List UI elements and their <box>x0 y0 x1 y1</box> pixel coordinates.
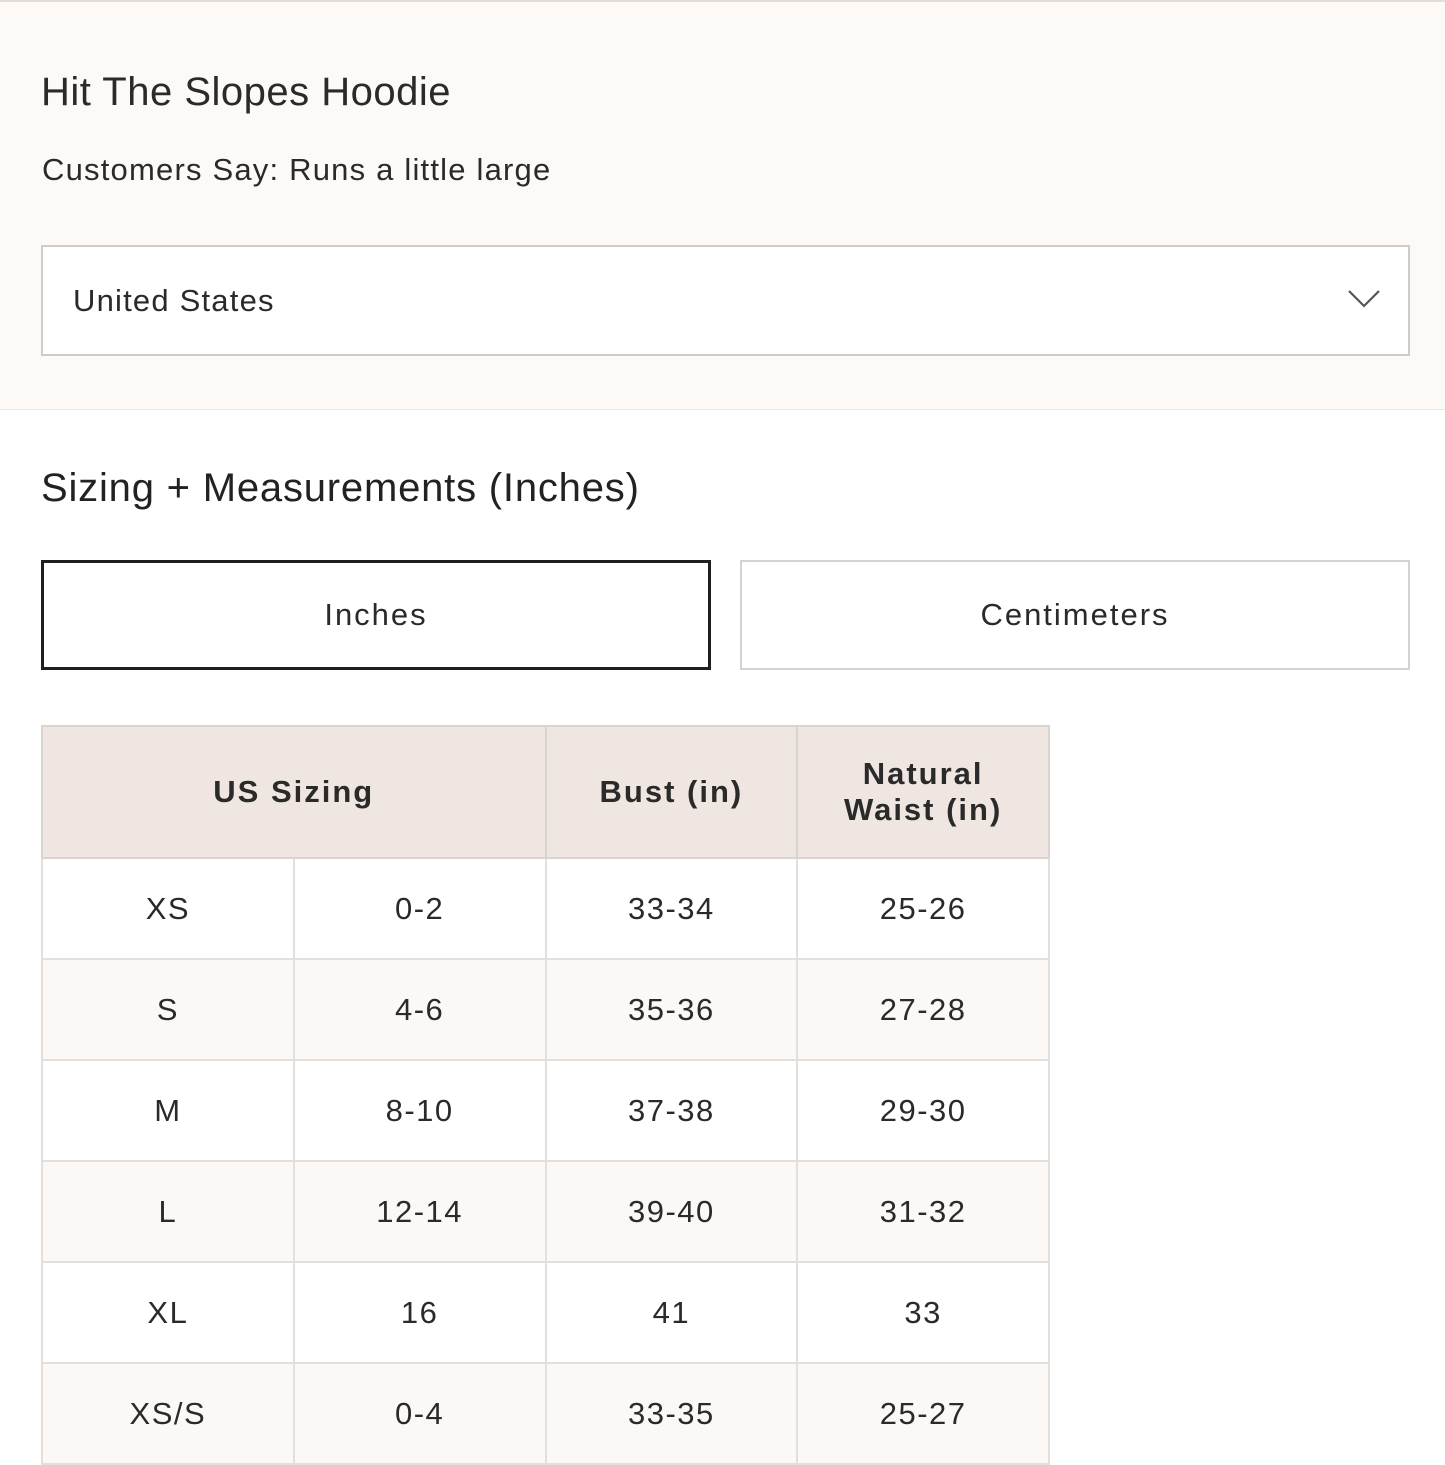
fit-feedback-text: Customers Say: Runs a little large <box>42 152 552 187</box>
chevron-down-icon <box>1346 281 1382 317</box>
cell-waist: 27-28 <box>797 959 1049 1060</box>
cell-waist: 29-30 <box>797 1060 1049 1161</box>
cell-bust: 41 <box>546 1262 798 1363</box>
table-row <box>42 959 1049 1060</box>
header-us-sizing: US Sizing <box>42 726 546 858</box>
cell-waist: 33 <box>797 1262 1049 1363</box>
header-natural-waist <box>797 726 1049 858</box>
table-row <box>42 1363 1049 1464</box>
header-natural-waist-line2: Waist (in) <box>843 792 1003 827</box>
header-natural-waist-line1: Natural <box>862 756 984 791</box>
product-title: Hit The Slopes Hoodie <box>41 70 451 114</box>
cell-size-letter: M <box>42 1060 294 1161</box>
cell-size-letter: XS <box>42 858 294 959</box>
cell-waist: 25-27 <box>797 1363 1049 1464</box>
cell-bust: 39-40 <box>546 1161 798 1262</box>
cell-bust: 33-35 <box>546 1363 798 1464</box>
product-header-panel <box>0 0 1445 410</box>
size-chart-table <box>41 725 1050 1465</box>
cell-size-number: 4-6 <box>294 959 546 1060</box>
cell-waist: 31-32 <box>797 1161 1049 1262</box>
table-header-row <box>42 726 1049 858</box>
cell-size-letter: L <box>42 1161 294 1262</box>
cell-size-number: 12-14 <box>294 1161 546 1262</box>
cell-size-letter: XL <box>42 1262 294 1363</box>
table-row <box>42 1060 1049 1161</box>
table-row <box>42 1262 1049 1363</box>
cell-size-number: 8-10 <box>294 1060 546 1161</box>
cell-size-letter: XS/S <box>42 1363 294 1464</box>
cell-bust: 37-38 <box>546 1060 798 1161</box>
country-select[interactable] <box>41 245 1410 356</box>
sizing-section-title: Sizing + Measurements (Inches) <box>41 466 640 510</box>
cell-waist: 25-26 <box>797 858 1049 959</box>
cell-size-number: 0-4 <box>294 1363 546 1464</box>
header-bust: Bust (in) <box>546 726 798 858</box>
inches-tab[interactable]: Inches <box>41 560 711 670</box>
cell-size-number: 16 <box>294 1262 546 1363</box>
cell-bust: 35-36 <box>546 959 798 1060</box>
country-select-value: United States <box>73 282 275 318</box>
cell-bust: 33-34 <box>546 858 798 959</box>
table-row <box>42 858 1049 959</box>
centimeters-tab[interactable]: Centimeters <box>740 560 1410 670</box>
table-row <box>42 1161 1049 1262</box>
cell-size-number: 0-2 <box>294 858 546 959</box>
cell-size-letter: S <box>42 959 294 1060</box>
